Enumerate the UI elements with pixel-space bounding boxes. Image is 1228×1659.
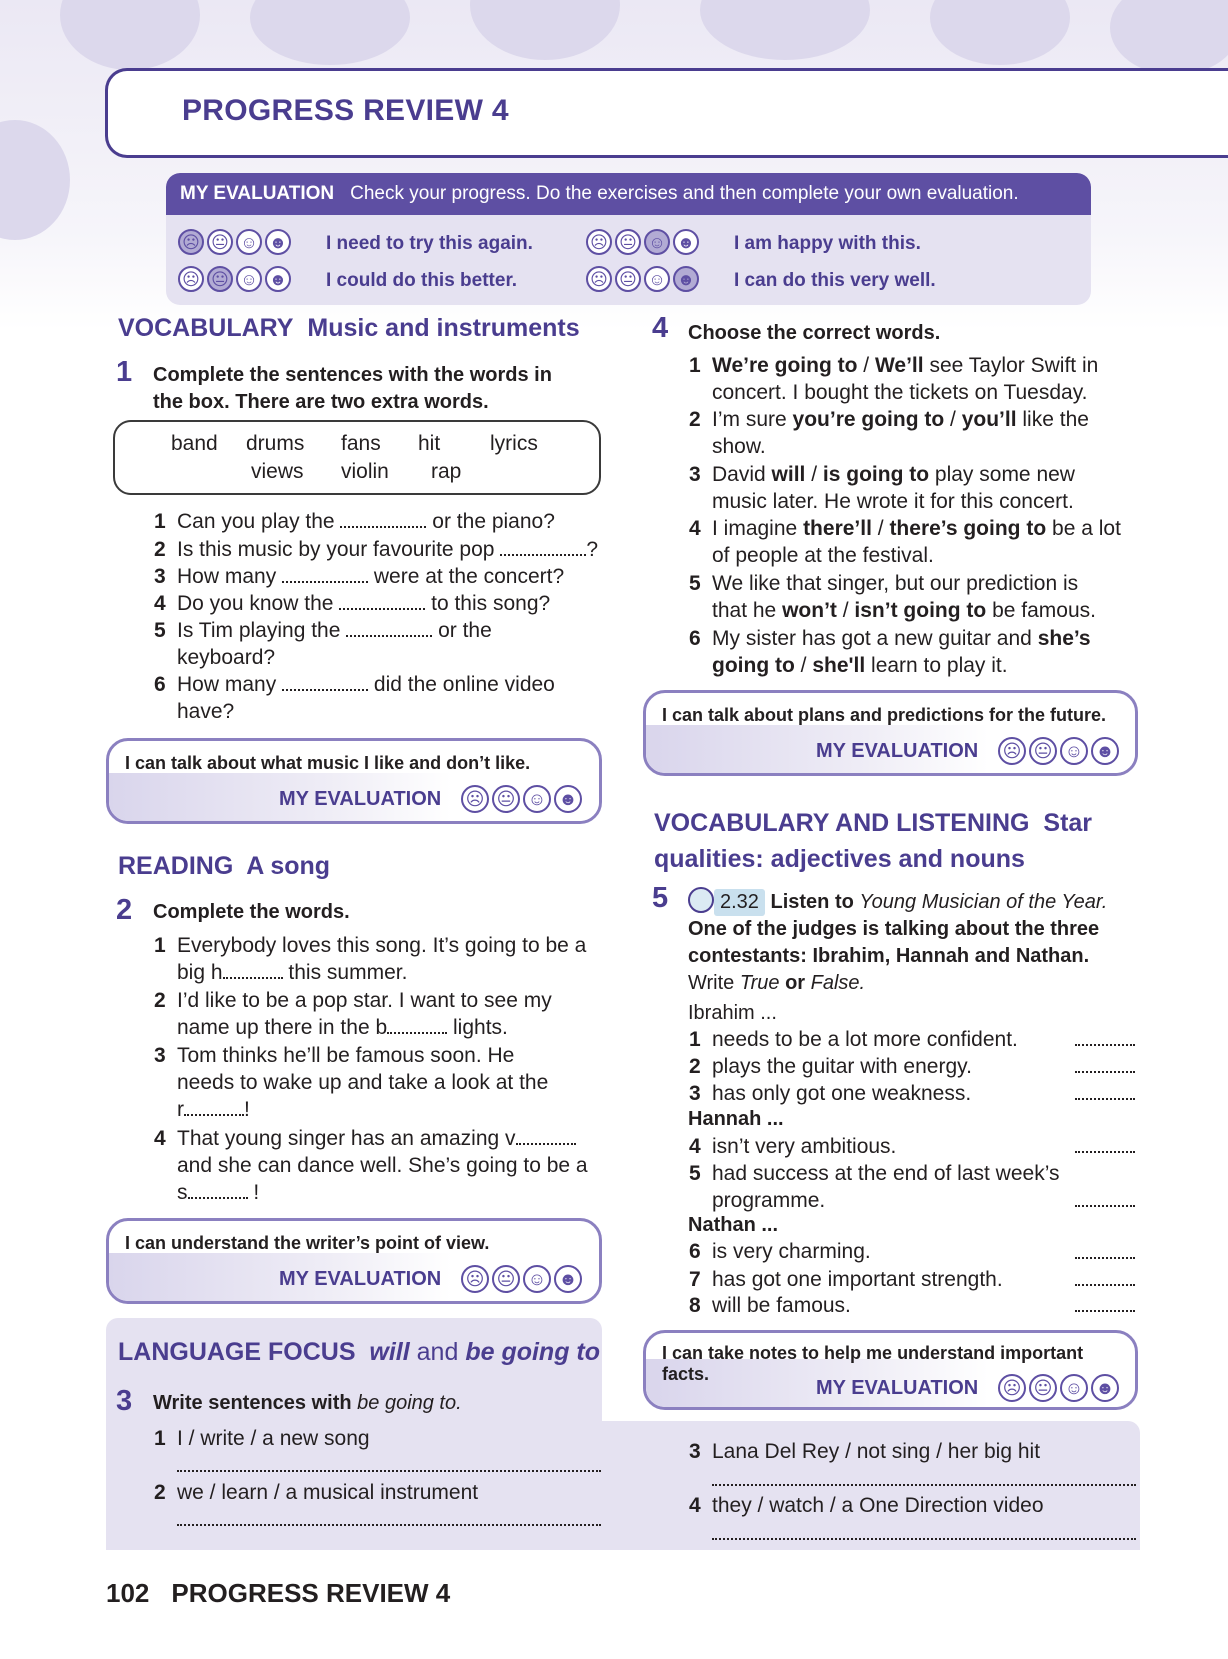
exercise-3-number: 3 <box>116 1385 133 1417</box>
neutral-face-icon: 😐 <box>615 266 641 292</box>
true-false-blank[interactable] <box>1075 1098 1135 1100</box>
ex3-item-1: 1 I / write / a new song <box>154 1427 370 1450</box>
answer-line[interactable] <box>712 1538 1136 1540</box>
ex4-item-4: 4 I imagine there’ll / there’s going to be a lot of people at the festival. <box>689 517 1121 567</box>
evaluation-header <box>166 173 1091 215</box>
can-do-statement: I can take notes to help me understand important facts. <box>662 1343 1084 1384</box>
ex5-item-1: 1 needs to be a lot more confident. <box>689 1028 1018 1051</box>
vocabulary-heading: VOCABULARY Music and instruments <box>118 314 580 342</box>
footer-title: PROGRESS REVIEW 4 <box>171 1578 451 1608</box>
face-set-2 <box>178 266 291 292</box>
group-ibrahim: Ibrahim ... <box>688 1002 777 1024</box>
option-a[interactable]: won’t <box>782 599 837 622</box>
can-do-box-2 <box>106 1218 602 1304</box>
self-rating-faces[interactable] <box>461 1265 582 1293</box>
option-b[interactable]: isn’t going to <box>854 599 987 622</box>
ex4-item-6: 6 My sister has got a new guitar and she’s going to / she'll learn to play it. <box>689 627 1091 677</box>
option-b[interactable]: is going to <box>822 463 930 486</box>
grin-face-icon[interactable]: ☻ <box>1091 737 1119 765</box>
grin-face-icon: ☻ <box>673 266 699 292</box>
my-evaluation-label: MY EVALUATION <box>279 1268 442 1290</box>
can-do-statement: I can understand the writer’s point of view. <box>125 1233 490 1253</box>
sad-face-icon: ☹ <box>586 229 612 255</box>
reading-heading: READING A song <box>118 852 331 880</box>
evaluation-instruction: Check your progress. Do the exercises and then complete your own evaluation. <box>350 183 1019 204</box>
exercise-2-instruction: Complete the words. <box>153 901 350 923</box>
sad-face-icon: ☹ <box>586 266 612 292</box>
group-nathan: Nathan ... <box>688 1214 779 1236</box>
exercise-1-instruction: Complete the sentences with the words in the box. There are two extra words. <box>153 364 552 413</box>
can-do-box-1 <box>106 738 602 824</box>
answer-blank[interactable] <box>340 510 426 528</box>
face-set-4 <box>586 266 699 292</box>
ex5-item-6: 6 is very charming. <box>689 1240 871 1263</box>
my-evaluation-label: MY EVALUATION <box>816 740 979 762</box>
sad-face-icon[interactable]: ☹ <box>998 737 1026 765</box>
option-b[interactable]: there’s going to <box>889 517 1047 540</box>
smile-face-icon: ☺ <box>644 229 670 255</box>
option-a[interactable]: you’re going to <box>792 408 945 431</box>
answer-line[interactable] <box>712 1484 1136 1486</box>
sad-face-icon: ☹ <box>178 229 204 255</box>
level-1-label: I need to try this again. <box>326 233 533 254</box>
smile-face-icon: ☺ <box>236 266 262 292</box>
neutral-face-icon[interactable]: 😐 <box>492 785 520 813</box>
ex4-item-1: 1 We’re going to / We’ll see Taylor Swift in concert. I bought the tickets on Tuesday. <box>689 354 1099 404</box>
grin-face-icon[interactable]: ☻ <box>1091 1374 1119 1402</box>
ex5-item-8: 8 will be famous. <box>689 1294 851 1317</box>
option-b[interactable]: she'll <box>812 654 866 677</box>
vocab-listening-heading: VOCABULARY AND LISTENING Star qualities: adjectives and nouns <box>654 809 1093 873</box>
true-false-blank[interactable] <box>1075 1205 1135 1207</box>
evaluation-key <box>166 173 1091 305</box>
exercise-5-number: 5 <box>652 882 669 914</box>
sad-face-icon[interactable]: ☹ <box>461 1265 489 1293</box>
sad-face-icon[interactable]: ☹ <box>461 785 489 813</box>
neutral-face-icon[interactable]: 😐 <box>1029 737 1057 765</box>
answer-blank[interactable] <box>184 1098 244 1116</box>
smile-face-icon: ☺ <box>236 229 262 255</box>
answer-blank[interactable] <box>500 538 586 556</box>
smile-face-icon: ☺ <box>644 266 670 292</box>
word-fans: fans <box>341 432 381 455</box>
word-band: band <box>171 432 218 455</box>
my-evaluation-label: MY EVALUATION <box>279 788 442 810</box>
sad-face-icon: ☹ <box>178 266 204 292</box>
word-drums: drums <box>246 432 305 455</box>
ex5-item-4: 4 isn’t very ambitious. <box>689 1135 897 1158</box>
self-rating-faces[interactable] <box>998 737 1119 765</box>
page-number: 102 <box>106 1578 150 1608</box>
level-3-label: I am happy with this. <box>734 233 921 254</box>
ex4-item-3: 3 David will / is going to play some new music later. He wrote it for this concert. <box>689 463 1075 513</box>
ex2-item-4: 4 That young singer has an amazing v and she can dance well. She’s going to be a s ! <box>154 1127 588 1204</box>
answer-blank[interactable] <box>346 619 432 637</box>
exercise-1-number: 1 <box>116 356 133 388</box>
ex5-item-2: 2 plays the guitar with energy. <box>689 1055 972 1078</box>
can-do-statement: I can talk about what music I like and don’t like. <box>125 753 531 773</box>
word-rap: rap <box>431 460 462 483</box>
ex5-item-5: 5 had success at the end of last week’s programme. <box>689 1162 1060 1212</box>
ex1-item-1: 1 Can you play the or the piano? <box>154 510 555 533</box>
audio-cd-icon[interactable] <box>688 887 714 913</box>
language-focus-heading: LANGUAGE FOCUS will and be going to <box>118 1338 601 1366</box>
ex3-item-2: 2 we / learn / a musical instrument <box>154 1481 479 1504</box>
answer-blank[interactable] <box>339 592 425 610</box>
true-false-blank[interactable] <box>1075 1151 1135 1153</box>
word-violin: violin <box>341 460 389 483</box>
exercise-2-number: 2 <box>116 894 133 926</box>
answer-line[interactable] <box>177 1470 601 1472</box>
word-box <box>113 420 601 495</box>
ex3-item-4: 4 they / watch / a One Direction video <box>689 1494 1044 1517</box>
group-hannah: Hannah ... <box>688 1108 784 1130</box>
exercise-4-number: 4 <box>652 312 669 344</box>
word-hit: hit <box>418 432 441 455</box>
ex1-item-3: 3 How many were at the concert? <box>154 565 565 588</box>
page-footer <box>106 1578 450 1609</box>
exercise-4-instruction: Choose the correct words. <box>688 322 941 344</box>
answer-blank[interactable] <box>223 961 283 979</box>
ex1-item-6: 6 How many did the online video have? <box>154 673 555 723</box>
level-4-label: I can do this very well. <box>734 270 936 291</box>
face-set-1 <box>178 229 291 255</box>
true-false-blank[interactable] <box>1075 1284 1135 1286</box>
option-a[interactable]: We’re going to <box>712 354 858 377</box>
can-do-box-3 <box>643 690 1138 776</box>
true-false-blank[interactable] <box>1075 1044 1135 1046</box>
ex2-item-2: 2 I’d like to be a pop star. I want to see my name up there in the b lights. <box>154 989 552 1039</box>
grin-face-icon[interactable]: ☻ <box>554 785 582 813</box>
true-false-blank[interactable] <box>1075 1071 1135 1073</box>
exercise-5-instruction: 2.32 Listen to Young Musician of the Year. One of the judges is talking about the three contestants: Ibrahim, Hannah and Nathan. Write True or False. <box>688 887 1128 997</box>
answer-blank[interactable] <box>282 565 368 583</box>
can-do-statement: I can talk about plans and predictions for the future. <box>662 705 1107 725</box>
option-a-cont[interactable]: going to <box>712 654 795 677</box>
ex4-item-5: 5 We like that singer, but our prediction is that he won’t / isn’t going to be famous. <box>689 572 1096 622</box>
option-a[interactable]: there’ll <box>803 517 872 540</box>
answer-blank[interactable] <box>188 1181 248 1199</box>
ex5-item-3: 3 has only got one weakness. <box>689 1082 972 1105</box>
exercise-3-instruction: Write sentences with be going to. <box>153 1392 462 1414</box>
word-lyrics: lyrics <box>490 432 538 455</box>
smile-face-icon[interactable]: ☺ <box>523 785 551 813</box>
self-rating-faces[interactable] <box>461 785 582 813</box>
evaluation-label: MY EVALUATION <box>180 183 335 204</box>
face-set-3 <box>586 229 699 255</box>
ex4-item-2: 2 I’m sure you’re going to / you’ll like the show. <box>689 408 1089 458</box>
ex1-item-4: 4 Do you know the to this song? <box>154 592 551 615</box>
ex2-item-3: 3 Tom thinks he’ll be famous soon. He needs to wake up and take a look at the r ! <box>154 1044 549 1121</box>
answer-blank[interactable] <box>516 1127 576 1145</box>
answer-blank[interactable] <box>282 673 368 691</box>
my-evaluation-label: MY EVALUATION <box>816 1377 979 1399</box>
answer-line[interactable] <box>177 1524 601 1526</box>
track-number: 2.32 <box>714 889 765 916</box>
smile-face-icon[interactable]: ☺ <box>1060 737 1088 765</box>
grin-face-icon: ☻ <box>265 266 291 292</box>
neutral-face-icon: 😐 <box>207 266 233 292</box>
sad-face-icon[interactable]: ☹ <box>998 1374 1026 1402</box>
ex5-item-7: 7 has got one important strength. <box>689 1268 1003 1291</box>
smile-face-icon[interactable]: ☺ <box>523 1265 551 1293</box>
level-2-label: I could do this better. <box>326 270 518 291</box>
ex3-item-3: 3 Lana Del Rey / not sing / her big hit <box>689 1440 1041 1463</box>
option-b[interactable]: you’ll <box>961 408 1017 431</box>
true-false-blank[interactable] <box>1075 1310 1135 1312</box>
neutral-face-icon: 😐 <box>615 229 641 255</box>
option-a[interactable]: she’s <box>1037 627 1091 650</box>
page-title: PROGRESS REVIEW 4 <box>182 94 509 127</box>
grin-face-icon: ☻ <box>673 229 699 255</box>
grin-face-icon[interactable]: ☻ <box>554 1265 582 1293</box>
grin-face-icon: ☻ <box>265 229 291 255</box>
ex2-item-1: 1 Everybody loves this song. It’s going to be a big h this summer. <box>154 934 587 984</box>
word-views: views <box>251 460 304 483</box>
ex1-item-2: 2 Is this music by your favourite pop ? <box>154 538 599 561</box>
true-false-blank[interactable] <box>1075 1257 1135 1259</box>
smile-face-icon[interactable]: ☺ <box>1060 1374 1088 1402</box>
option-b[interactable]: We’ll <box>874 354 924 377</box>
neutral-face-icon: 😐 <box>207 229 233 255</box>
self-rating-faces[interactable] <box>998 1374 1119 1402</box>
neutral-face-icon[interactable]: 😐 <box>492 1265 520 1293</box>
option-a[interactable]: will <box>771 463 806 486</box>
answer-blank[interactable] <box>387 1016 447 1034</box>
ex1-item-5: 5 Is Tim playing the or the keyboard? <box>154 619 492 669</box>
neutral-face-icon[interactable]: 😐 <box>1029 1374 1057 1402</box>
can-do-box-4 <box>643 1330 1138 1410</box>
